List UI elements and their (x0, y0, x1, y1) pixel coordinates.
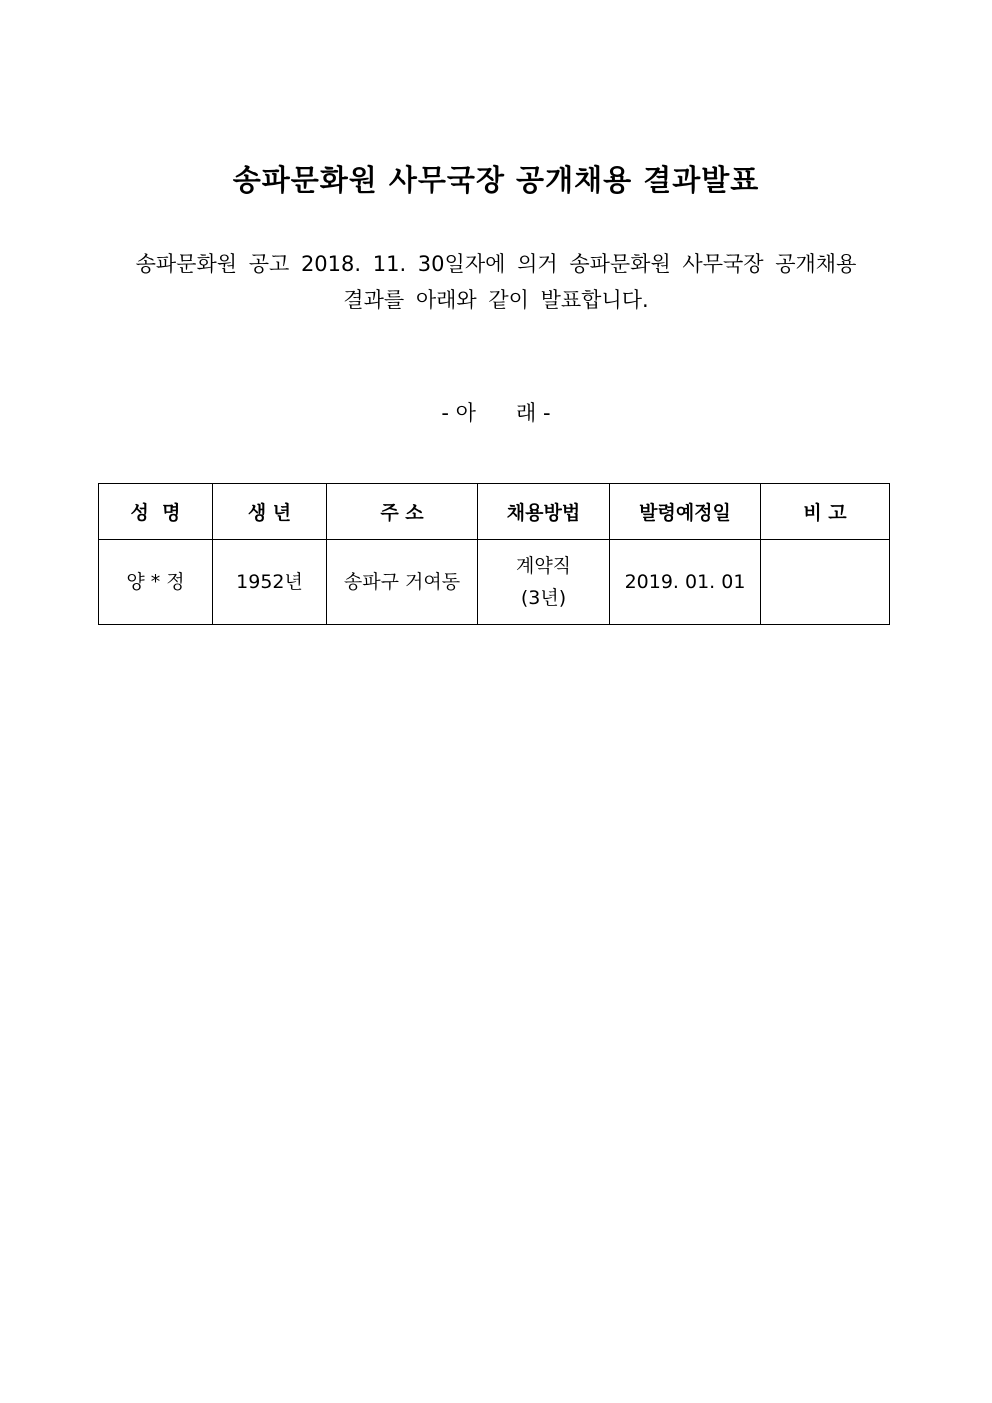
table-row (99, 540, 890, 625)
cell-birth-year: 1952년 (213, 540, 327, 625)
announcement-text-line-1: 송파문화원 공고 2018. 11. 30일자에 의거 송파문화원 사무국장 공개채용 (135, 252, 857, 276)
header-address: 주 소 (327, 484, 478, 540)
result-table (98, 483, 890, 625)
cell-address: 송파구 거여동 (327, 540, 478, 625)
hiring-method-type: 계약직 (515, 555, 572, 577)
announcement-text-line-2: 결과를 아래와 같이 발표합니다. (343, 288, 649, 312)
cell-name: 양 * 정 (99, 540, 213, 625)
header-hiring-method: 채용방법 (478, 484, 610, 540)
header-remarks: 비 고 (761, 484, 890, 540)
document-title: 송파문화원 사무국장 공개채용 결과발표 (232, 163, 760, 197)
header-appointment-date: 발령예정일 (610, 484, 761, 540)
notice-heading: - 아 래 - (441, 401, 551, 425)
header-name: 성 명 (99, 484, 213, 540)
table-header-row (99, 484, 890, 540)
cell-remarks (761, 540, 890, 625)
header-birth-year: 생 년 (213, 484, 327, 540)
cell-appointment-date: 2019. 01. 01 (610, 540, 761, 625)
cell-hiring-method (478, 540, 610, 625)
hiring-method-term: (3년) (520, 587, 567, 609)
